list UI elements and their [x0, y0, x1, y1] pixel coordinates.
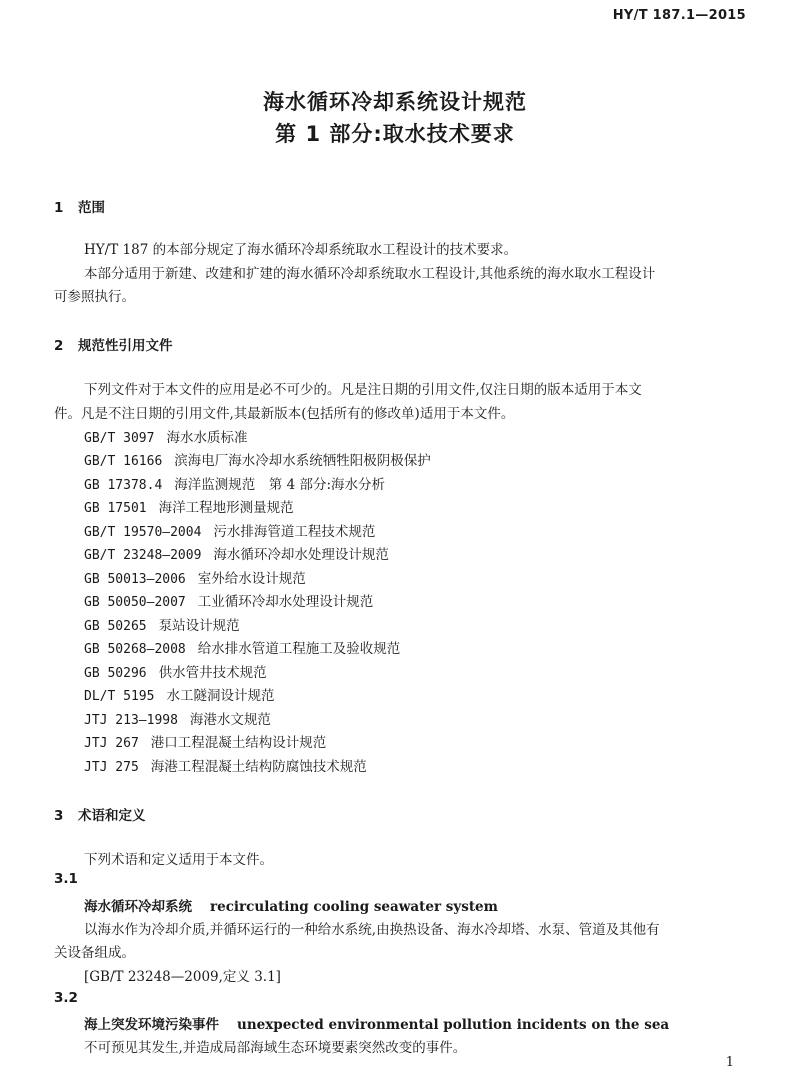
- reference-title: 海洋监测规范 第 4 部分:海水分析: [174, 477, 386, 493]
- reference-code: GB/T 23248—2009: [84, 548, 202, 563]
- term-source: [GB/T 23248—2009,定义 3.1]: [84, 969, 281, 985]
- section-title: 范围: [78, 200, 105, 216]
- reference-item: [84, 496, 294, 516]
- reference-item: [84, 473, 385, 493]
- term-definition-continued: 关设备组成。: [54, 945, 135, 961]
- standard-code-header: HY/T 187.1—2015: [612, 8, 746, 23]
- reference-title: 海水循环冷却水处理设计规范: [213, 547, 389, 563]
- paragraph-continued: 件。凡是不注日期的引用文件,其最新版本(包括所有的修改单)适用于本文件。: [54, 406, 515, 422]
- reference-code: GB/T 3097: [84, 431, 155, 446]
- paragraph: 下列术语和定义适用于本文件。: [84, 852, 273, 868]
- reference-item: [84, 543, 389, 563]
- term-en: recirculating cooling seawater system: [210, 899, 498, 915]
- reference-code: GB 50013—2006: [84, 572, 186, 587]
- reference-title: 海港工程混凝土结构防腐蚀技术规范: [150, 759, 367, 775]
- term-entry: [84, 1013, 669, 1033]
- page-number: 1: [725, 1055, 734, 1070]
- reference-item: [84, 731, 326, 751]
- term-number: 3.1: [54, 871, 78, 887]
- reference-item: [84, 426, 247, 446]
- reference-item: [84, 755, 367, 775]
- reference-code: GB 50296: [84, 666, 147, 681]
- reference-item: [84, 637, 400, 657]
- paragraph-continued: 可参照执行。: [54, 289, 135, 305]
- reference-title: 海洋工程地形测量规范: [158, 500, 294, 516]
- reference-code: DL/T 5195: [84, 689, 155, 704]
- section-2-heading: [54, 334, 173, 354]
- reference-item: [84, 708, 271, 728]
- reference-title: 供水管井技术规范: [158, 665, 267, 681]
- section-number: 3: [54, 808, 64, 824]
- section-title: 规范性引用文件: [78, 338, 173, 354]
- reference-item: [84, 661, 267, 681]
- reference-item: [84, 614, 240, 634]
- reference-title: 污水排海管道工程技术规范: [213, 524, 376, 540]
- reference-code: GB 50050—2007: [84, 595, 186, 610]
- reference-code: JTJ 267: [84, 736, 139, 751]
- section-1-heading: [54, 196, 105, 216]
- reference-item: [84, 520, 375, 540]
- reference-code: JTJ 275: [84, 760, 139, 775]
- reference-code: GB/T 19570—2004: [84, 525, 202, 540]
- reference-item: [84, 590, 373, 610]
- reference-item: [84, 567, 306, 587]
- paragraph: 本部分适用于新建、改建和扩建的海水循环冷却系统取水工程设计,其他系统的海水取水工程设计: [84, 266, 656, 282]
- reference-code: GB 50268—2008: [84, 642, 186, 657]
- section-3-heading: [54, 804, 146, 824]
- reference-title: 水工隧洞设计规范: [166, 688, 275, 704]
- reference-title: 工业循环冷却水处理设计规范: [197, 594, 374, 610]
- document-subtitle: 第 1 部分:取水技术要求: [275, 122, 515, 146]
- reference-code: GB 17501: [84, 501, 147, 516]
- reference-code: GB 17378.4: [84, 478, 163, 493]
- paragraph: 下列文件对于本文件的应用是必不可少的。凡是注日期的引用文件,仅注日期的版本适用于本文: [84, 382, 642, 398]
- paragraph: HY/T 187 的本部分规定了海水循环冷却系统取水工程设计的技术要求。: [84, 242, 518, 258]
- reference-item: [84, 684, 274, 704]
- reference-code: GB 50265: [84, 619, 147, 634]
- term-zh: 海水循环冷却系统: [84, 899, 192, 915]
- reference-title: 海水水质标准: [166, 430, 248, 446]
- term-entry: [84, 895, 498, 915]
- term-definition: 以海水作为冷却介质,并循环运行的一种给水系统,由换热设备、海水冷却塔、水泵、管道及其他有: [84, 922, 660, 938]
- term-number: 3.2: [54, 990, 78, 1006]
- term-definition: 不可预见其发生,并造成局部海域生态环境要素突然改变的事件。: [84, 1040, 467, 1056]
- section-number: 2: [54, 338, 64, 354]
- reference-title: 港口工程混凝土结构设计规范: [150, 735, 327, 751]
- term-zh: 海上突发环境污染事件: [84, 1017, 219, 1033]
- section-number: 1: [54, 200, 64, 216]
- term-en: unexpected environmental pollution incidents on the sea: [237, 1017, 670, 1033]
- reference-title: 泵站设计规范: [158, 618, 240, 634]
- reference-code: JTJ 213—1998: [84, 713, 178, 728]
- reference-title: 海港水文规范: [189, 712, 271, 728]
- reference-title: 给水排水管道工程施工及验收规范: [197, 641, 401, 657]
- reference-code: GB/T 16166: [84, 454, 163, 469]
- section-title: 术语和定义: [78, 808, 146, 824]
- document-title: 海水循环冷却系统设计规范: [263, 90, 527, 114]
- reference-title: 室外给水设计规范: [197, 571, 306, 587]
- reference-item: [84, 449, 431, 469]
- reference-title: 滨海电厂海水冷却水系统牺牲阳极阴极保护: [174, 453, 431, 469]
